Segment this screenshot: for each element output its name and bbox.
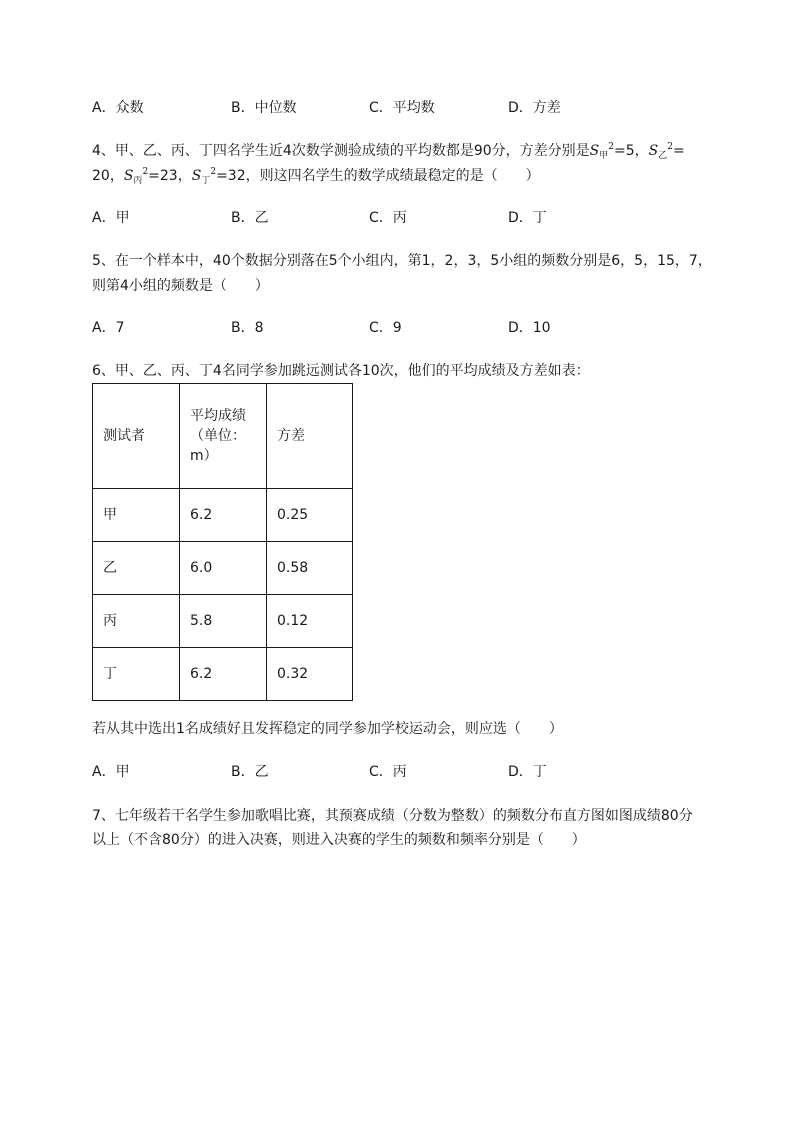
cell-name: 丙 (93, 595, 180, 648)
q3-option-a[interactable]: A．众数 (92, 100, 144, 116)
variance-equals-yi: = (672, 143, 685, 159)
q4-stem-text: 4、甲、乙、丙、丁四名学生近4次数学测验成绩的平均数都是90分，方差分别是 (92, 143, 590, 159)
header-average-score: 平均成绩 （单位： m） (180, 384, 267, 489)
q5-stem-line1: 5、在一个样本中，40个数据分别落在5个小组内，第1，2，3，5小组的频数分别是6，5，15，7， (92, 253, 712, 269)
cell-average: 6.0 (180, 542, 267, 595)
q6-option-b[interactable]: B．乙 (231, 764, 269, 780)
header-tester: 测试者 (93, 384, 180, 489)
q4-option-a[interactable]: A．甲 (92, 210, 130, 226)
q7-stem-line2: 以上（不含80分）的进入决赛，则进入决赛的学生的频数和频率分别是（ ） (92, 832, 586, 848)
q6-options (92, 762, 692, 782)
q6-stem: 6、甲、乙、丙、丁4名同学参加跳远测试各10次，他们的平均成绩及方差如表： (92, 363, 590, 379)
variance-value-yi: 20， (92, 168, 124, 184)
q3-option-d[interactable]: D．方差 (508, 100, 561, 116)
q4-stem-line1 (92, 141, 685, 163)
cell-variance: 0.58 (267, 542, 353, 595)
q5-option-b[interactable]: B．8 (231, 320, 264, 336)
cell-average: 6.2 (180, 489, 267, 542)
table-header-row (93, 384, 353, 489)
cell-name: 丁 (93, 648, 180, 701)
table-row (93, 489, 353, 542)
score-table (92, 383, 353, 701)
cell-average: 5.8 (180, 595, 267, 648)
q5-option-a[interactable]: A．7 (92, 320, 125, 336)
variance-symbol-yi: $S_乙^2$ (648, 142, 673, 161)
cell-variance: 0.12 (267, 595, 353, 648)
q6-option-c[interactable]: C．丙 (369, 764, 407, 780)
header-variance: 方差 (267, 384, 353, 489)
q3-options (92, 98, 692, 118)
q6-option-d[interactable]: D．丁 (508, 764, 547, 780)
q4-stem-line2 (92, 166, 540, 188)
variance-symbol-jia: $S_甲^2$ (589, 142, 614, 161)
table-row (93, 595, 353, 648)
cell-variance: 0.32 (267, 648, 353, 701)
variance-symbol-ding: $S_丁^2$ (191, 167, 217, 186)
q3-option-c[interactable]: C．平均数 (369, 100, 435, 116)
q5-options (92, 318, 692, 338)
cell-variance: 0.25 (267, 489, 353, 542)
q5-stem-line2: 则第4小组的频数是（ ） (92, 278, 269, 294)
variance-symbol-bing: $S_丙^2$ (123, 167, 149, 186)
variance-value-bing: =23， (148, 168, 192, 184)
q7-stem-line1: 7、七年级若干名学生参加歌唱比赛，其预赛成绩（分数为整数）的频数分布直方图如图成绩80分 (92, 808, 693, 824)
q4-option-c[interactable]: C．丙 (369, 210, 407, 226)
q4-options (92, 208, 692, 228)
q4-question-text: =32，则这四名学生的数学成绩最稳定的是（ ） (216, 168, 540, 184)
q4-option-d[interactable]: D．丁 (508, 210, 547, 226)
cell-average: 6.2 (180, 648, 267, 701)
q3-option-b[interactable]: B．中位数 (231, 100, 297, 116)
table-row (93, 542, 353, 595)
q5-option-c[interactable]: C．9 (369, 320, 402, 336)
q5-option-d[interactable]: D．10 (508, 320, 551, 336)
variance-value-jia: =5， (613, 143, 649, 159)
cell-name: 乙 (93, 542, 180, 595)
q6-question: 若从其中选出1名成绩好且发挥稳定的同学参加学校运动会，则应选（ ） (92, 721, 563, 737)
cell-name: 甲 (93, 489, 180, 542)
q6-option-a[interactable]: A．甲 (92, 764, 130, 780)
q4-option-b[interactable]: B．乙 (231, 210, 269, 226)
table-row (93, 648, 353, 701)
